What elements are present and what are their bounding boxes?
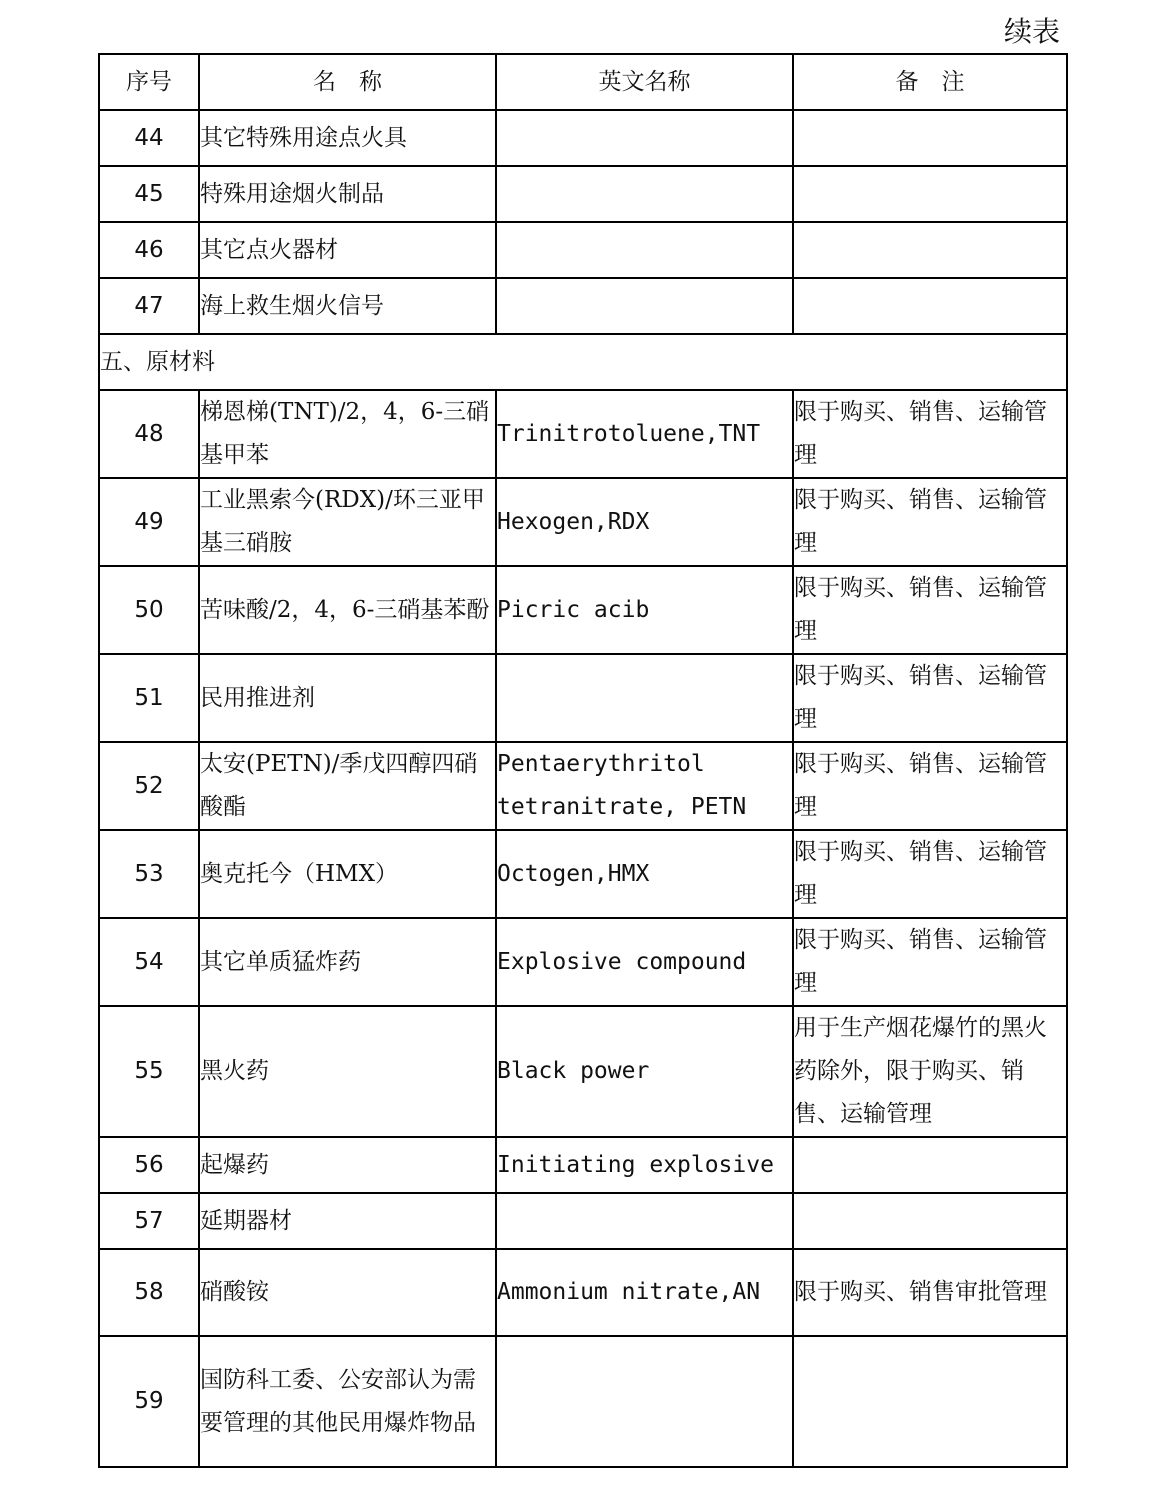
table-row (99, 830, 1067, 918)
table-row (99, 278, 1067, 334)
row-name: 延期器材 (199, 1193, 496, 1249)
table-row (99, 566, 1067, 654)
row-number: 47 (99, 278, 199, 334)
row-number: 54 (99, 918, 199, 1006)
row-note: 限于购买、销售、运输管理 (793, 566, 1067, 654)
row-english-name: Picric acib (496, 566, 793, 654)
row-number: 44 (99, 110, 199, 166)
row-number: 49 (99, 478, 199, 566)
row-name: 苦味酸/2，4，6-三硝基苯酚 (199, 566, 496, 654)
row-note (793, 166, 1067, 222)
row-english-name: Ammonium nitrate,AN (496, 1249, 793, 1336)
explosives-table (98, 53, 1068, 1468)
row-name: 其它单质猛炸药 (199, 918, 496, 1006)
row-note: 用于生产烟花爆竹的黑火药除外，限于购买、销售、运输管理 (793, 1006, 1067, 1137)
row-number: 55 (99, 1006, 199, 1137)
header-serial-number: 序号 (99, 54, 199, 110)
row-number: 58 (99, 1249, 199, 1336)
row-number: 53 (99, 830, 199, 918)
row-note: 限于购买、销售、运输管理 (793, 830, 1067, 918)
row-note: 限于购买、销售、运输管理 (793, 478, 1067, 566)
table-row (99, 110, 1067, 166)
row-number: 56 (99, 1137, 199, 1193)
row-english-name: Octogen,HMX (496, 830, 793, 918)
row-note (793, 1137, 1067, 1193)
row-number: 59 (99, 1336, 199, 1467)
row-number: 52 (99, 742, 199, 830)
row-number: 51 (99, 654, 199, 742)
row-name: 起爆药 (199, 1137, 496, 1193)
table-row (99, 1336, 1067, 1467)
row-name: 特殊用途烟火制品 (199, 166, 496, 222)
row-number: 48 (99, 390, 199, 478)
row-english-name (496, 654, 793, 742)
row-note: 限于购买、销售审批管理 (793, 1249, 1067, 1336)
table-row (99, 918, 1067, 1006)
row-english-name (496, 278, 793, 334)
row-note: 限于购买、销售、运输管理 (793, 918, 1067, 1006)
row-english-name: Hexogen,RDX (496, 478, 793, 566)
table-row (99, 1006, 1067, 1137)
row-name: 海上救生烟火信号 (199, 278, 496, 334)
row-note (793, 222, 1067, 278)
row-name: 民用推进剂 (199, 654, 496, 742)
row-name: 梯恩梯(TNT)/2，4，6-三硝基甲苯 (199, 390, 496, 478)
row-english-name: Pentaerythritol tetranitrate, PETN (496, 742, 793, 830)
row-note (793, 1336, 1067, 1467)
row-english-name (496, 1336, 793, 1467)
table-row (99, 654, 1067, 742)
header-name: 名 称 (199, 54, 496, 110)
section-row (99, 334, 1067, 390)
row-number: 46 (99, 222, 199, 278)
row-note: 限于购买、销售、运输管理 (793, 390, 1067, 478)
row-number: 50 (99, 566, 199, 654)
row-number: 57 (99, 1193, 199, 1249)
row-name: 硝酸铵 (199, 1249, 496, 1336)
table-row (99, 1249, 1067, 1336)
row-note (793, 110, 1067, 166)
row-english-name (496, 1193, 793, 1249)
row-name: 太安(PETN)/季戊四醇四硝酸酯 (199, 742, 496, 830)
row-name: 其它特殊用途点火具 (199, 110, 496, 166)
row-note (793, 278, 1067, 334)
table-header-row (99, 54, 1067, 110)
table-caption: 续表 (1004, 15, 1061, 48)
row-name: 国防科工委、公安部认为需要管理的其他民用爆炸物品 (199, 1336, 496, 1467)
row-english-name: Black power (496, 1006, 793, 1137)
table-row (99, 1193, 1067, 1249)
row-note (793, 1193, 1067, 1249)
row-number: 45 (99, 166, 199, 222)
row-english-name: Trinitrotoluene,TNT (496, 390, 793, 478)
section-label-raw-materials: 五、原材料 (99, 334, 1067, 390)
row-english-name: Explosive compound (496, 918, 793, 1006)
row-note: 限于购买、销售、运输管理 (793, 742, 1067, 830)
table-row (99, 222, 1067, 278)
table-row (99, 742, 1067, 830)
row-name: 工业黑索今(RDX)/环三亚甲基三硝胺 (199, 478, 496, 566)
row-english-name: Initiating explosive (496, 1137, 793, 1193)
header-note: 备 注 (793, 54, 1067, 110)
header-english-name: 英文名称 (496, 54, 793, 110)
row-name: 奥克托今（HMX） (199, 830, 496, 918)
row-note: 限于购买、销售、运输管理 (793, 654, 1067, 742)
table-row (99, 390, 1067, 478)
table-row (99, 166, 1067, 222)
row-english-name (496, 110, 793, 166)
row-name: 黑火药 (199, 1006, 496, 1137)
row-english-name (496, 222, 793, 278)
row-name: 其它点火器材 (199, 222, 496, 278)
row-english-name (496, 166, 793, 222)
table-row (99, 478, 1067, 566)
table-row (99, 1137, 1067, 1193)
